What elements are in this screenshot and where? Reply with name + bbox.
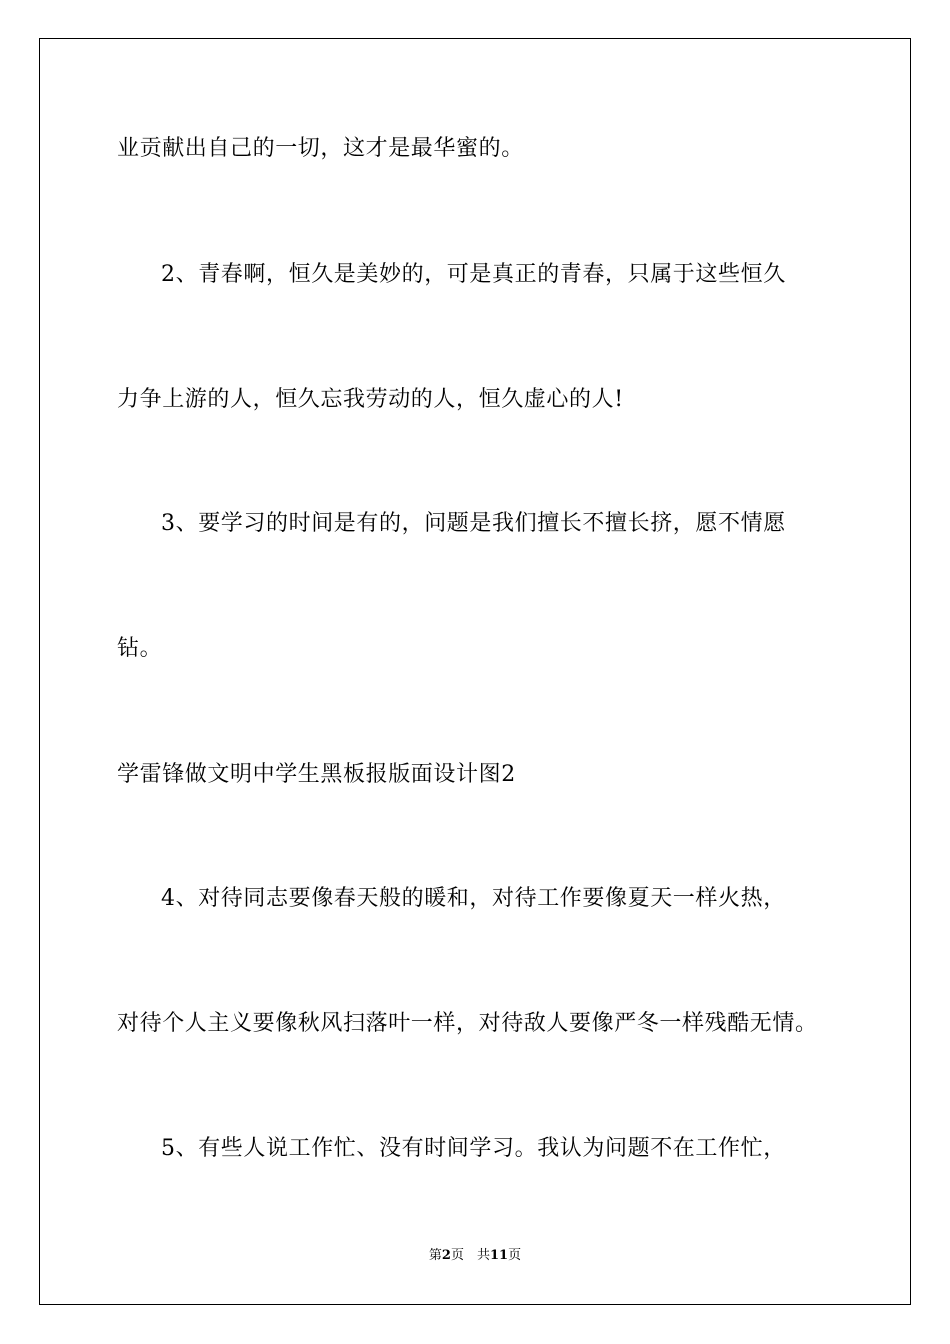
footer-total-pages: 11 xyxy=(489,1248,509,1263)
text-line-2: 2、青春啊，恒久是美妙的，可是真正的青春，只属于这些恒久 xyxy=(161,262,786,287)
text-line-5: 钻。 xyxy=(117,636,163,661)
footer-page-suffix: 页 xyxy=(508,1248,522,1263)
page-border xyxy=(39,38,911,1305)
text-line-4: 3、要学习的时间是有的，问题是我们擅长不擅长挤，愿不情愿 xyxy=(161,511,786,536)
text-line-3: 力争上游的人，恒久忘我劳动的人，恒久虚心的人! xyxy=(117,387,624,412)
footer-current-page: 2 xyxy=(441,1248,451,1263)
footer-page-prefix: 第 xyxy=(428,1248,442,1263)
text-line-1: 业贡献出自己的一切，这才是最华蜜的。 xyxy=(117,136,524,161)
section-heading: 学雷锋做文明中学生黑板报版面设计图2 xyxy=(117,762,516,787)
text-line-8: 5、有些人说工作忙、没有时间学习。我认为问题不在工作忙， xyxy=(161,1136,786,1161)
text-line-6: 4、对待同志要像春天般的暖和，对待工作要像夏天一样火热， xyxy=(161,886,786,911)
footer-page-mid: 页 共 xyxy=(450,1248,490,1263)
page-footer xyxy=(0,1247,950,1265)
text-line-7: 对待个人主义要像秋风扫落叶一样，对待敌人要像严冬一样残酷无情。 xyxy=(117,1011,818,1036)
